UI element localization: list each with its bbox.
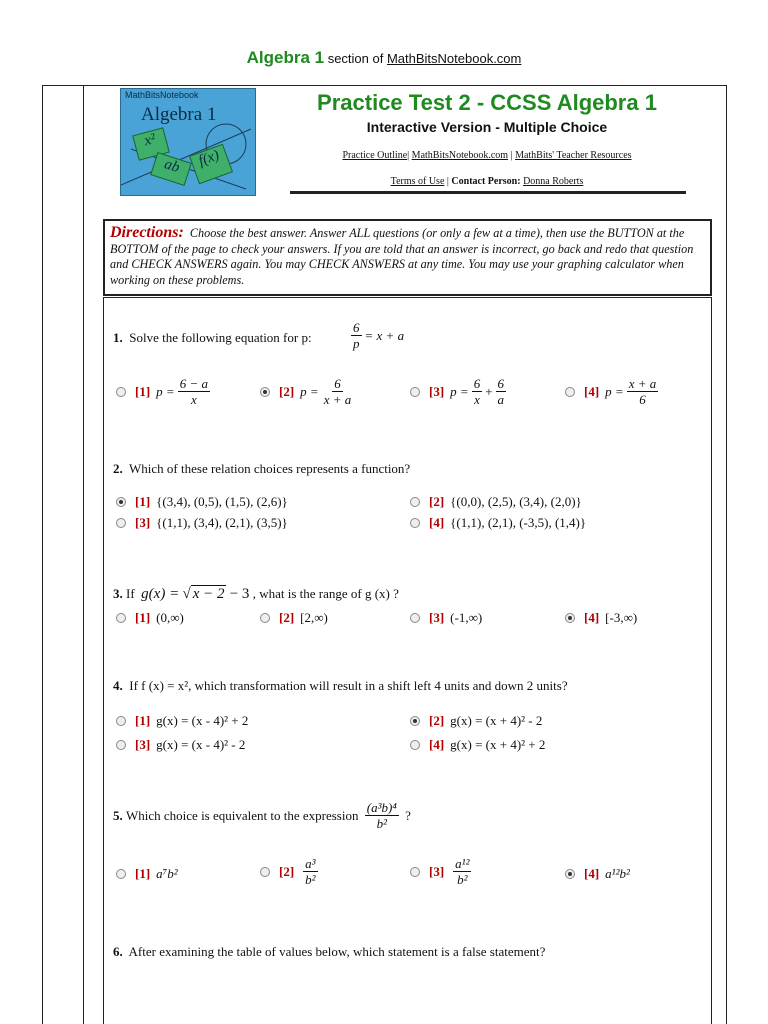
option-label: [2] [429, 713, 445, 728]
q3-option-3[interactable] [410, 610, 482, 626]
option-num: a³ [305, 856, 316, 871]
radio-button[interactable] [410, 867, 420, 877]
frame-left-inner [83, 85, 84, 1024]
q5-qmark: ? [405, 807, 411, 823]
q5-expr-num: (a³b)⁴ [366, 800, 397, 815]
logo-card-fx: f(x) [189, 144, 233, 185]
radio-button[interactable] [260, 867, 270, 877]
frame-top [42, 85, 727, 86]
radio-button[interactable] [565, 387, 575, 397]
option-num2: 6 [497, 376, 505, 391]
option-label: [3] [429, 610, 445, 625]
option-label: [3] [135, 515, 151, 530]
option-label: [2] [279, 610, 295, 625]
q3-post: , what is the range of g (x) ? [252, 586, 399, 601]
q3-tail: − 3 [229, 585, 250, 602]
option-lhs: p = [156, 383, 175, 399]
radio-button-selected[interactable] [260, 387, 270, 397]
radio-button-selected[interactable] [565, 869, 575, 879]
option-text: (-1,∞) [450, 610, 483, 625]
option-lhs: p = [605, 383, 624, 399]
option-text: a⁷b² [156, 866, 178, 881]
q4-number: 4. [113, 678, 123, 693]
q3-number: 3. [113, 586, 123, 601]
directions-box [103, 219, 712, 296]
option-num: 6 [473, 376, 481, 391]
links-row-2: Terms of Use | Contact Person: Donna Roberts [390, 176, 584, 187]
q5-expr-den: b² [376, 816, 387, 831]
radio-button[interactable] [116, 518, 126, 528]
title-rule [290, 191, 686, 194]
option-den: 6 [639, 392, 646, 407]
option-label: [4] [429, 515, 445, 530]
q4-option-1[interactable] [116, 713, 248, 729]
radio-button[interactable] [410, 613, 420, 623]
option-num: 6 − a [179, 376, 208, 391]
q5-option-4[interactable] [565, 866, 630, 882]
option-text: {(1,1), (2,1), (-3,5), (1,4)} [450, 515, 587, 530]
q2-option-4[interactable] [410, 515, 586, 531]
q5-option-1[interactable] [116, 866, 178, 882]
page-title-block [288, 90, 686, 138]
teacher-resources-link[interactable]: MathBits' Teacher Resources [515, 150, 632, 161]
q2-option-2[interactable] [410, 494, 582, 510]
q2-text: Which of these relation choices represents a function? [129, 461, 411, 476]
radio-button[interactable] [410, 518, 420, 528]
q3-option-1[interactable] [116, 610, 184, 626]
q1-equation [348, 320, 404, 351]
q3-pre: If [126, 586, 135, 601]
frame-right [726, 85, 727, 1024]
radio-button-selected[interactable] [410, 716, 420, 726]
option-den: x [474, 392, 480, 407]
option-text: (0,∞) [156, 610, 184, 625]
radio-button[interactable] [116, 387, 126, 397]
option-label: [3] [429, 863, 445, 879]
option-lhs: p = [450, 383, 469, 399]
q4-option-3[interactable] [116, 737, 245, 753]
option-den: b² [457, 872, 468, 887]
option-num: a¹² [455, 856, 470, 871]
option-lhs: p = [300, 383, 319, 399]
directions-label: Directions: [110, 224, 184, 241]
q3-fn: g(x) = [141, 585, 180, 602]
option-num: x + a [628, 376, 657, 391]
option-label: [4] [584, 610, 600, 625]
q5-option-3[interactable] [410, 856, 474, 887]
option-den2: a [497, 392, 505, 407]
q4-option-4[interactable] [410, 737, 545, 753]
q1-option-4[interactable] [565, 376, 661, 407]
algebra-link[interactable]: Algebra 1 [246, 48, 325, 67]
question-2 [113, 461, 410, 477]
radio-button[interactable] [410, 387, 420, 397]
option-den: x + a [323, 392, 352, 407]
option-text: g(x) = (x + 4)² + 2 [450, 737, 546, 752]
option-text: a¹²b² [605, 866, 630, 881]
radio-button[interactable] [116, 740, 126, 750]
q1-text: Solve the following equation for p: [129, 330, 312, 345]
option-label: [2] [429, 494, 445, 509]
contact-label: Contact Person: [451, 176, 521, 187]
question-1 [113, 330, 312, 346]
radio-button-selected[interactable] [116, 497, 126, 507]
q3-radicand: x − 2 [192, 586, 225, 602]
q4-option-2[interactable] [410, 713, 542, 729]
directions-text: Choose the best answer. Answer ALL questions (or only a few at a time), then use the BUTTON at the BOTTOM of the page to check your answers. If you are told that an answer is incorrect, go back and redo that question and CHECK ANSWERS again. You may CHECK ANSWERS at any time. You may use your graphing calculator when working on these problems. [110, 226, 694, 287]
q2-option-1[interactable] [116, 494, 288, 510]
q5-number: 5. [113, 807, 123, 823]
q1-option-1[interactable] [116, 376, 213, 407]
option-label: [3] [429, 383, 445, 399]
option-label: [2] [279, 863, 295, 879]
option-label: [4] [584, 383, 600, 399]
option-label: [1] [135, 610, 151, 625]
q5-option-2[interactable] [260, 856, 321, 887]
contact-link[interactable]: Donna Roberts [523, 176, 584, 187]
radio-button[interactable] [116, 613, 126, 623]
mathbits-link[interactable]: MathBitsNotebook.com [411, 150, 509, 161]
q4-text: If f (x) = x², which transformation will result in a shift left 4 units and down 2 units? [129, 678, 568, 693]
q1-eq-rhs: = x + a [364, 327, 405, 343]
option-plus: + [485, 383, 493, 399]
radio-button-selected[interactable] [565, 613, 575, 623]
option-label: [3] [135, 737, 151, 752]
option-label: [1] [135, 713, 151, 728]
question-3: 3. If g(x) = √ x − 2 − 3 , what is the range of g (x) ? [113, 585, 399, 602]
radio-button[interactable] [116, 716, 126, 726]
links-row-1: Practice Outline| MathBitsNotebook.com | MathBits' Teacher Resources [342, 150, 632, 161]
option-den: x [190, 392, 197, 407]
radio-button[interactable] [410, 497, 420, 507]
option-text: [2,∞) [300, 610, 328, 625]
radio-button[interactable] [410, 740, 420, 750]
question-4 [113, 678, 568, 694]
logo-site: MathBitsNotebook [125, 90, 199, 100]
question-6 [113, 944, 545, 960]
option-text: g(x) = (x - 4)² + 2 [156, 713, 249, 728]
radio-button[interactable] [116, 869, 126, 879]
option-num: 6 [334, 376, 341, 391]
q2-number: 2. [113, 461, 123, 476]
logo-card-ab: ab [150, 152, 192, 186]
question-5 [113, 800, 411, 831]
option-text: g(x) = (x - 4)² - 2 [156, 737, 246, 752]
q6-text: After examining the table of values below, which statement is a false statement? [128, 944, 546, 959]
q3-option-4[interactable] [565, 610, 637, 626]
option-label: [1] [135, 494, 151, 509]
option-den: b² [305, 872, 316, 887]
q1-option-3[interactable] [410, 376, 509, 407]
q3-option-2[interactable] [260, 610, 328, 626]
option-text: {(3,4), (0,5), (1,5), (2,6)} [156, 494, 288, 509]
q1-number: 1. [113, 330, 123, 345]
q6-number: 6. [113, 944, 123, 959]
page-subtitle: Interactive Version - Multiple Choice [366, 119, 608, 135]
option-text: g(x) = (x + 4)² - 2 [450, 713, 543, 728]
option-text: {(0,0), (2,5), (3,4), (2,0)} [450, 494, 582, 509]
q2-option-3[interactable] [116, 515, 288, 531]
option-label: [1] [135, 866, 151, 881]
option-text: [-3,∞) [605, 610, 638, 625]
algebra-logo[interactable] [120, 88, 256, 196]
q1-eq-num: 6 [353, 320, 360, 335]
logo-subject: Algebra 1 [141, 104, 217, 125]
option-label: [2] [279, 383, 295, 399]
page-title: Practice Test 2 - CCSS Algebra 1 [317, 90, 657, 115]
option-label: [4] [584, 866, 600, 881]
option-label: [4] [429, 737, 445, 752]
radio-button[interactable] [260, 613, 270, 623]
logo-card-x2: x² [132, 127, 170, 160]
q5-text: Which choice is equivalent to the expression [126, 807, 359, 823]
section-text: section of [324, 51, 387, 66]
frame-left [42, 85, 43, 1024]
practice-outline-link[interactable]: Practice Outline [342, 150, 408, 161]
terms-link[interactable]: Terms of Use [390, 176, 445, 187]
site-header [0, 48, 768, 68]
q1-eq-den: p [353, 336, 360, 351]
q1-option-2[interactable] [260, 376, 356, 407]
site-link[interactable]: MathBitsNotebook.com [386, 51, 522, 66]
option-label: [1] [135, 383, 151, 399]
option-text: {(1,1), (3,4), (2,1), (3,5)} [156, 515, 288, 530]
